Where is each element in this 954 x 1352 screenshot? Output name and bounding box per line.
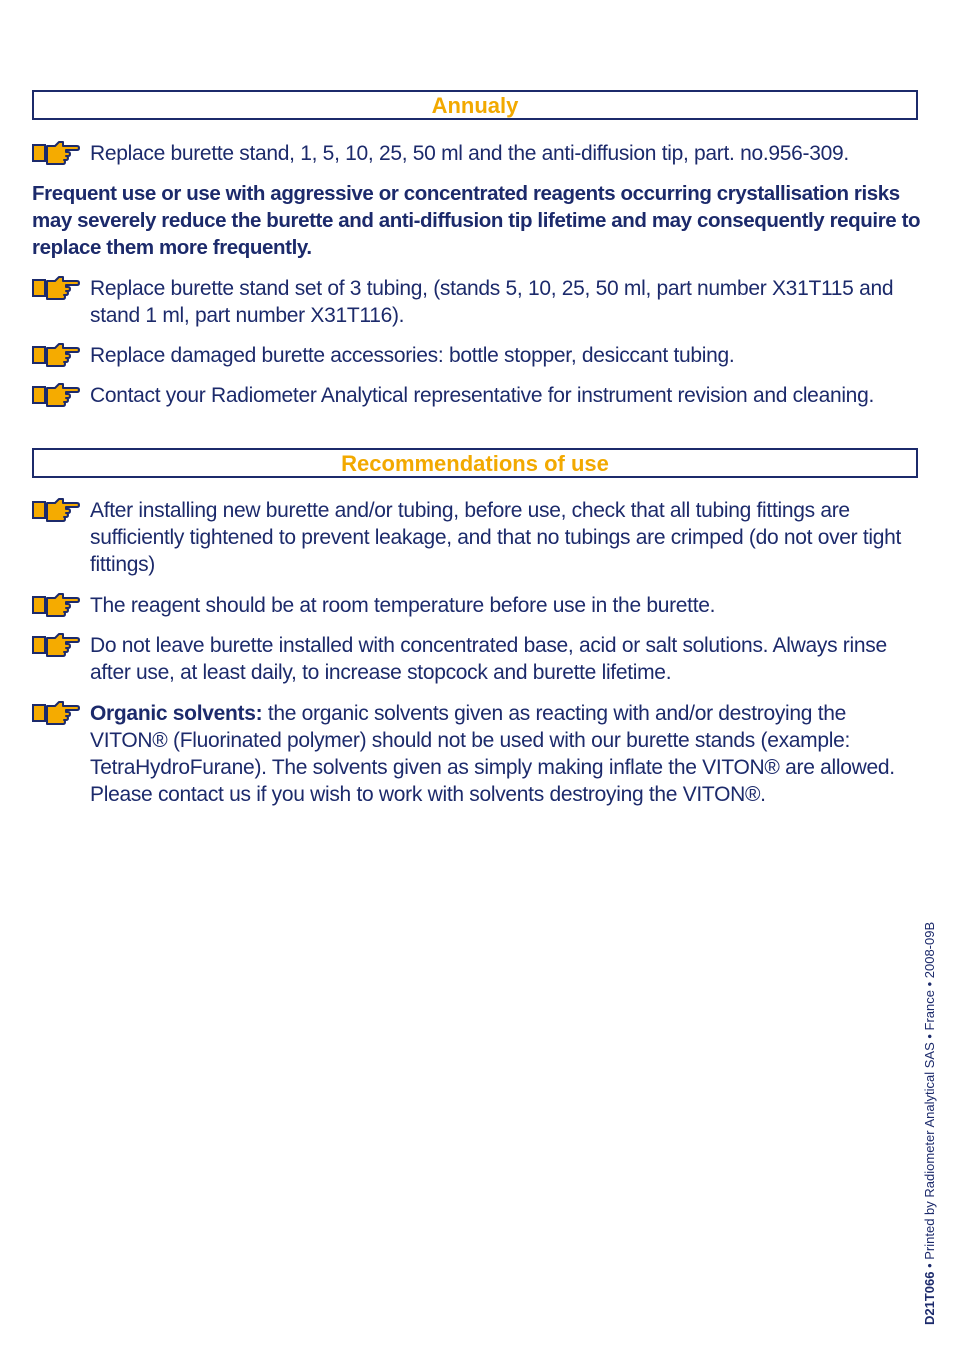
warning-paragraph: Frequent use or use with aggressive or concentrated reagents occurring crystallisation risks may severely reduce the burette and anti-diffusion tip lifetime and may consequently require to replace them more frequently.: [32, 182, 921, 259]
list-item: [32, 632, 922, 686]
item-text: The reagent should be at room temperature before use in the burette.: [90, 594, 716, 617]
list-item: [32, 497, 922, 578]
pointing-hand-icon: [32, 140, 80, 166]
list-item: [32, 592, 922, 619]
pointing-hand-icon: [32, 632, 80, 658]
item-text: Do not leave burette installed with concentrated base, acid or salt solutions. Always rinse after use, at least daily, to increase stopcock and burette lifetime.: [90, 634, 887, 684]
list-item: [32, 275, 922, 329]
item-text: Replace damaged burette accessories: bottle stopper, desiccant tubing.: [90, 344, 735, 367]
item-text: [90, 700, 922, 808]
pointing-hand-icon: [32, 497, 80, 523]
item-text: Contact your Radiometer Analytical representative for instrument revision and cleaning.: [90, 384, 874, 407]
pointing-hand-icon: [32, 592, 80, 618]
pointing-hand-icon: [32, 700, 80, 726]
section-header-recommendations: Recommendations of use: [32, 448, 918, 478]
list-item-organic: [32, 700, 922, 808]
section-header-annual: Annualy: [32, 90, 918, 120]
organic-text: the organic solvents given as reacting with and/or destroying the VITON® (Fluorinated polymer) should not be used with our burette stands (example: TetraHydroFurane). The solvents given as simply making inflate the VITON® are allowed. Please contact us if you wish to work with solvents destroying the VITON®.: [90, 702, 895, 806]
document-code: D21T066: [922, 1271, 937, 1325]
item-text: After installing new burette and/or tubing, before use, check that all tubing fittings are sufficiently tightened to prevent leakage, and that no tubings are crimped (do not over tight fittings): [90, 499, 902, 576]
item-text: Replace burette stand set of 3 tubing, (stands 5, 10, 25, 50 ml, part number X31T115 and stand 1 ml, part number X31T116).: [90, 277, 894, 327]
footer-vertical: [922, 922, 937, 1325]
list-item: [32, 342, 922, 369]
list-item: [32, 382, 922, 409]
pointing-hand-icon: [32, 342, 80, 368]
list-item: [32, 140, 922, 167]
item-text: Replace burette stand, 1, 5, 10, 25, 50 ml and the anti-diffusion tip, part. no.956-309.: [90, 142, 849, 165]
pointing-hand-icon: [32, 275, 80, 301]
pointing-hand-icon: [32, 382, 80, 408]
organic-label: Organic solvents:: [90, 702, 263, 725]
printed-by: • Printed by Radiometer Analytical SAS • France • 2008-09B: [922, 921, 937, 1272]
